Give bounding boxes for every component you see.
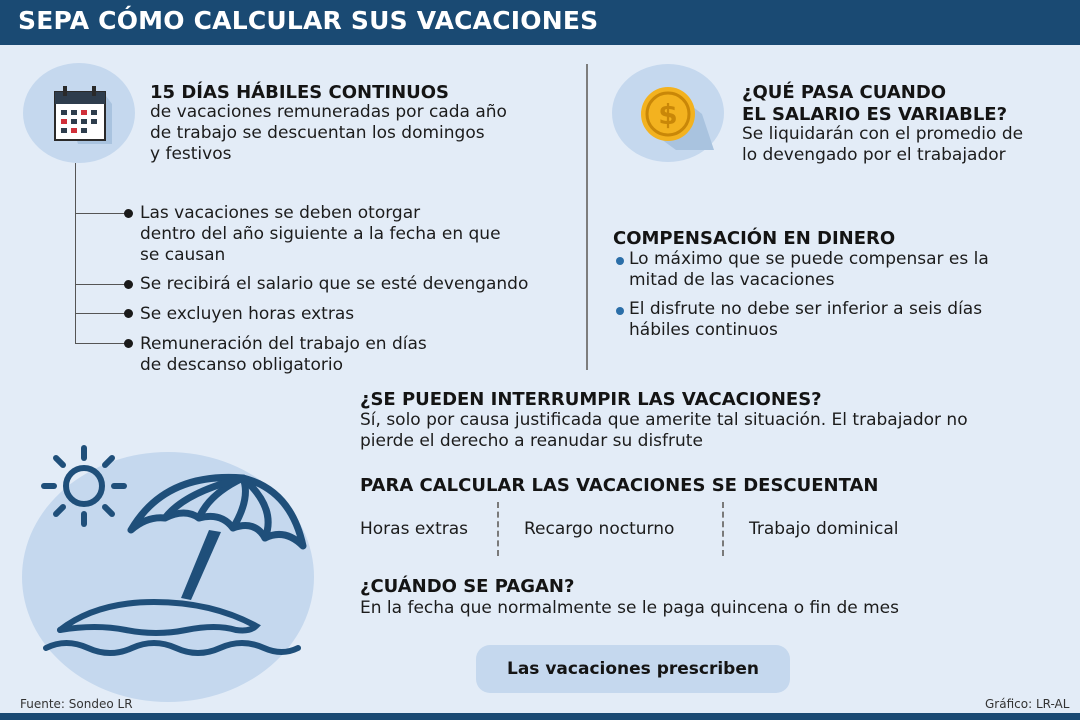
tree-branch (75, 213, 127, 214)
bullet-dot (616, 257, 624, 265)
text-line: Sí, solo por causa justificada que amerite tal situación. El trabajador no (360, 410, 968, 430)
tree-branch (75, 284, 127, 285)
calendar-icon (48, 84, 112, 144)
text-line: Se excluyen horas extras (140, 304, 355, 324)
list-item (629, 249, 989, 291)
source-note: Fuente: Sondeo LR (20, 697, 133, 711)
compensation-heading: COMPENSACIÓN EN DINERO (613, 228, 896, 249)
text-line: Se liquidarán con el promedio de (742, 124, 1024, 144)
tree-vertical-line (75, 163, 76, 344)
payment-text: En la fecha que normalmente se le paga quincena o fin de mes (360, 598, 899, 618)
header-bar (0, 0, 1080, 45)
column-divider (586, 64, 588, 370)
variable-salary-heading (742, 82, 1007, 126)
text-line: pierde el derecho a reanudar su disfrute (360, 431, 703, 451)
beach-umbrella-icon (125, 468, 315, 608)
bullet-dot (124, 280, 133, 289)
deductions-heading: PARA CALCULAR LAS VACACIONES SE DESCUENTAN (360, 475, 879, 496)
deduction-item: Recargo nocturno (524, 519, 675, 539)
dashed-divider (497, 502, 499, 556)
text-line: Remuneración del trabajo en días (140, 334, 427, 354)
dashed-divider (722, 502, 724, 556)
list-item (629, 299, 982, 341)
text-line: de trabajo se descuentan los domingos (150, 123, 485, 143)
list-item (140, 274, 528, 295)
sun-icon (36, 442, 132, 534)
vacation-days-heading: 15 DÍAS HÁBILES CONTINUOS (150, 82, 450, 103)
text-line: de descanso obligatorio (140, 355, 343, 375)
vacation-days-text (150, 102, 507, 165)
svg-text:$: $ (658, 98, 678, 131)
variable-salary-text (742, 124, 1023, 166)
heading-line: ¿QUÉ PASA CUANDO (742, 82, 947, 103)
bullet-dot (124, 339, 133, 348)
bottom-bar (0, 713, 1080, 720)
interrupt-text (360, 410, 968, 452)
dollar-coin-icon (636, 84, 714, 150)
bullet-dot (124, 209, 133, 218)
text-line: se causan (140, 245, 226, 265)
text-line: Lo máximo que se puede compensar es la (629, 249, 989, 269)
island-icon (36, 590, 308, 670)
text-line: Las vacaciones se deben otorgar (140, 203, 421, 223)
payment-heading: ¿CUÁNDO SE PAGAN? (360, 576, 575, 597)
bullet-dot (124, 309, 133, 318)
list-item (140, 304, 354, 325)
interrupt-heading: ¿SE PUEDEN INTERRUMPIR LAS VACACIONES? (360, 389, 822, 410)
text-line: Se recibirá el salario que se esté devengando (140, 274, 529, 294)
text-line: mitad de las vacaciones (629, 270, 835, 290)
text-line: y festivos (150, 144, 232, 164)
text-line: dentro del año siguiente a la fecha en que (140, 224, 501, 244)
list-item (140, 334, 427, 376)
heading-line: EL SALARIO ES VARIABLE? (742, 104, 1008, 125)
deduction-item: Horas extras (360, 519, 469, 539)
prescription-pill: Las vacaciones prescriben (476, 645, 790, 693)
list-item (140, 203, 501, 266)
credit-note: Gráfico: LR-AL (985, 697, 1070, 711)
text-line: lo devengado por el trabajador (742, 145, 1006, 165)
bullet-dot (616, 307, 624, 315)
deduction-item: Trabajo dominical (749, 519, 899, 539)
page-title: SEPA CÓMO CALCULAR SUS VACACIONES (18, 6, 599, 35)
tree-branch (75, 313, 127, 314)
text-line: hábiles continuos (629, 320, 778, 340)
text-line: de vacaciones remuneradas por cada año (150, 102, 507, 122)
text-line: El disfrute no debe ser inferior a seis días (629, 299, 983, 319)
tree-branch (75, 343, 127, 344)
